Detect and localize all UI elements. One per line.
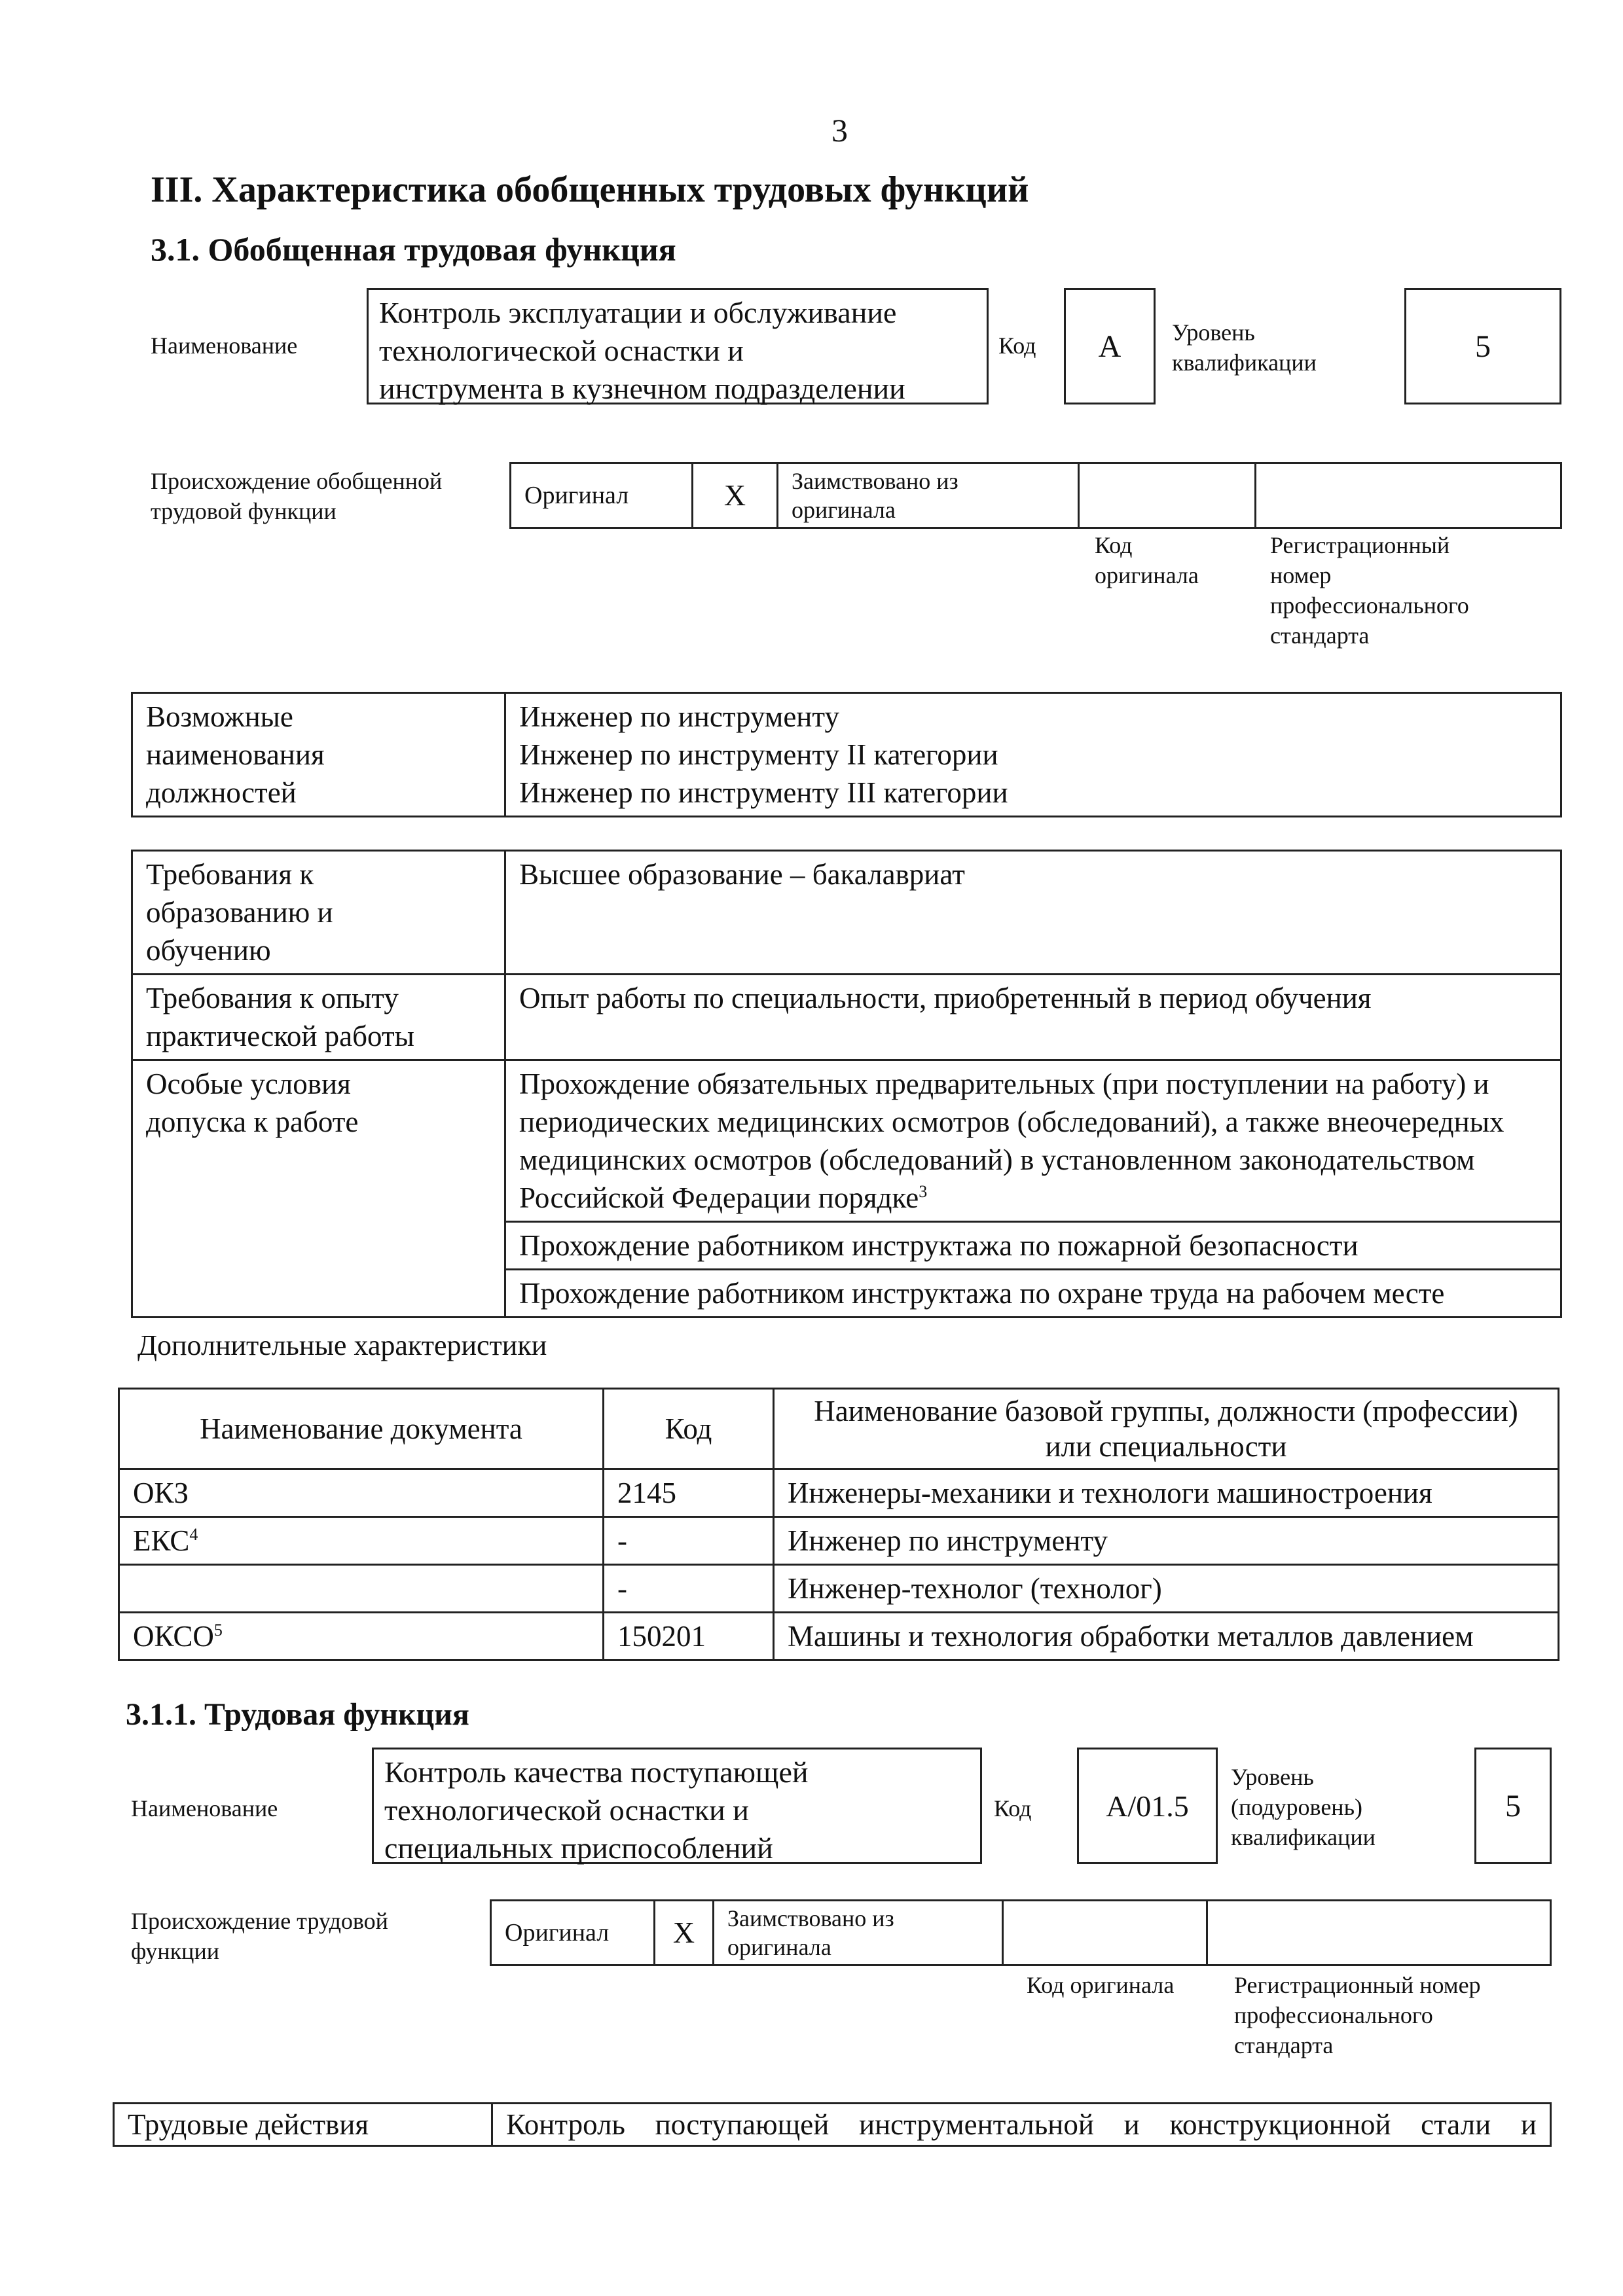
requirements-table bbox=[131, 850, 1562, 1318]
gtf-name-line: инструмента в кузнечном подразделении bbox=[379, 372, 905, 405]
additional-table bbox=[118, 1388, 1559, 1661]
special-label: Особые условия допуска к работе bbox=[132, 1060, 505, 1318]
page-number: 3 bbox=[831, 112, 848, 149]
tf-name-line: специальных приспособлений bbox=[384, 1831, 773, 1865]
additional-row-code: - bbox=[604, 1517, 774, 1565]
gtf-code-original-cell bbox=[1079, 463, 1256, 528]
tf-origin-label: Происхождение трудовой функции bbox=[131, 1908, 388, 1964]
gtf-code-original-caption: Код оригинала bbox=[1095, 532, 1199, 588]
education-value: Высшее образование – бакалавриат bbox=[505, 851, 1561, 975]
tf-name-line: Контроль качества поступающей bbox=[384, 1755, 809, 1789]
gtf-origin-original: Оригинал bbox=[511, 463, 693, 528]
special-value: Прохождение обязательных предварительных (при поступлении на работу) и периодических медицинских осмотров (обследований), а также внеочередных медицинских осмотров (обследований) в установленном законодательством Российской Федерации порядке$^3$ bbox=[505, 1060, 1561, 1222]
additional-row-name: Машины и технология обработки металлов давлением bbox=[774, 1613, 1559, 1660]
additional-row-code: 150201 bbox=[604, 1613, 774, 1660]
gtf-level-value: 5 bbox=[1404, 288, 1561, 404]
additional-heading: Дополнительные характеристики bbox=[137, 1329, 547, 1361]
positions-table bbox=[131, 692, 1562, 817]
tf-reg-number-caption: Регистрационный номер профессионального стандарта bbox=[1234, 1972, 1481, 2058]
tf-code-value: А/01.5 bbox=[1077, 1748, 1218, 1864]
tf-origin-borrowed: Заимствовано из оригинала bbox=[714, 1901, 1003, 1965]
tf-origin-original: Оригинал bbox=[491, 1901, 655, 1965]
tf-code-original-caption: Код оригинала bbox=[1027, 1972, 1175, 1998]
gtf-name-box bbox=[367, 288, 989, 404]
additional-header-name: Наименование базовой группы, должности (профессии) или специальности bbox=[774, 1389, 1559, 1469]
gtf-code-label: Код bbox=[998, 332, 1036, 359]
gtf-code-value: А bbox=[1064, 288, 1156, 404]
special-value: Прохождение работником инструктажа по охране труда на рабочем месте bbox=[505, 1270, 1561, 1318]
actions-table bbox=[113, 2102, 1552, 2147]
gtf-name-line: технологической оснастки и bbox=[379, 334, 744, 367]
gtf-name-label: Наименование bbox=[151, 332, 298, 359]
additional-row-doc: ОКСО$^5$ bbox=[119, 1613, 604, 1660]
tf-code-label: Код bbox=[994, 1795, 1032, 1821]
gtf-origin-label: Происхождение обобщенной трудовой функции bbox=[151, 468, 443, 524]
gtf-heading: 3.1. Обобщенная трудовая функция bbox=[151, 231, 676, 268]
gtf-origin-borrowed: Заимствовано из оригинала bbox=[778, 463, 1079, 528]
section-title: III. Характеристика обобщенных трудовых функций bbox=[151, 170, 1029, 210]
gtf-origin-mark: X bbox=[693, 463, 778, 528]
gtf-name-line: Контроль эксплуатации и обслуживание bbox=[379, 296, 897, 329]
special-value: Прохождение работником инструктажа по пожарной безопасности bbox=[505, 1222, 1561, 1270]
additional-row-doc: ОКЗ bbox=[119, 1469, 604, 1517]
tf-origin-mark: X bbox=[655, 1901, 714, 1965]
tf-name-line: технологической оснастки и bbox=[384, 1793, 749, 1827]
position-item: Инженер по инструменту III категории bbox=[519, 776, 1008, 809]
additional-row-name: Инженер-технолог (технолог) bbox=[774, 1565, 1559, 1613]
tf-name-box bbox=[372, 1748, 982, 1864]
tf-level-value: 5 bbox=[1474, 1748, 1552, 1864]
tf-code-original-cell bbox=[1003, 1901, 1207, 1965]
tf-origin-table bbox=[490, 1899, 1552, 1966]
additional-header-code: Код bbox=[604, 1389, 774, 1469]
positions-label: Возможные наименования должностей bbox=[132, 693, 505, 817]
position-item: Инженер по инструменту II категории bbox=[519, 738, 998, 771]
additional-row-doc: ЕКС$^4$ bbox=[119, 1517, 604, 1565]
additional-row-doc bbox=[119, 1565, 604, 1613]
additional-row-name: Инженеры-механики и технологи машиностроения bbox=[774, 1469, 1559, 1517]
additional-row-code: 2145 bbox=[604, 1469, 774, 1517]
additional-row-code: - bbox=[604, 1565, 774, 1613]
tf-reg-number-cell bbox=[1207, 1901, 1551, 1965]
position-item: Инженер по инструменту bbox=[519, 700, 839, 733]
tf-level-label: Уровень (подуровень) квалификации bbox=[1231, 1764, 1376, 1850]
additional-header-doc: Наименование документа bbox=[119, 1389, 604, 1469]
experience-value: Опыт работы по специальности, приобретенный в период обучения bbox=[505, 975, 1561, 1060]
positions-list bbox=[505, 693, 1561, 817]
actions-label: Трудовые действия bbox=[114, 2104, 492, 2146]
gtf-reg-number-caption: Регистрационный номер профессионального стандарта bbox=[1270, 532, 1469, 649]
additional-row-name: Инженер по инструменту bbox=[774, 1517, 1559, 1565]
tf-name-label: Наименование bbox=[131, 1795, 278, 1821]
education-label: Требования к образованию и обучению bbox=[132, 851, 505, 975]
experience-label: Требования к опыту практической работы bbox=[132, 975, 505, 1060]
gtf-origin-table bbox=[509, 462, 1562, 529]
gtf-reg-number-cell bbox=[1256, 463, 1561, 528]
gtf-level-label: Уровень квалификации bbox=[1172, 319, 1317, 376]
actions-value: Контроль поступающей инструментальной и конструкционной стали и bbox=[492, 2104, 1551, 2146]
tf-heading: 3.1.1. Трудовая функция bbox=[126, 1697, 469, 1732]
